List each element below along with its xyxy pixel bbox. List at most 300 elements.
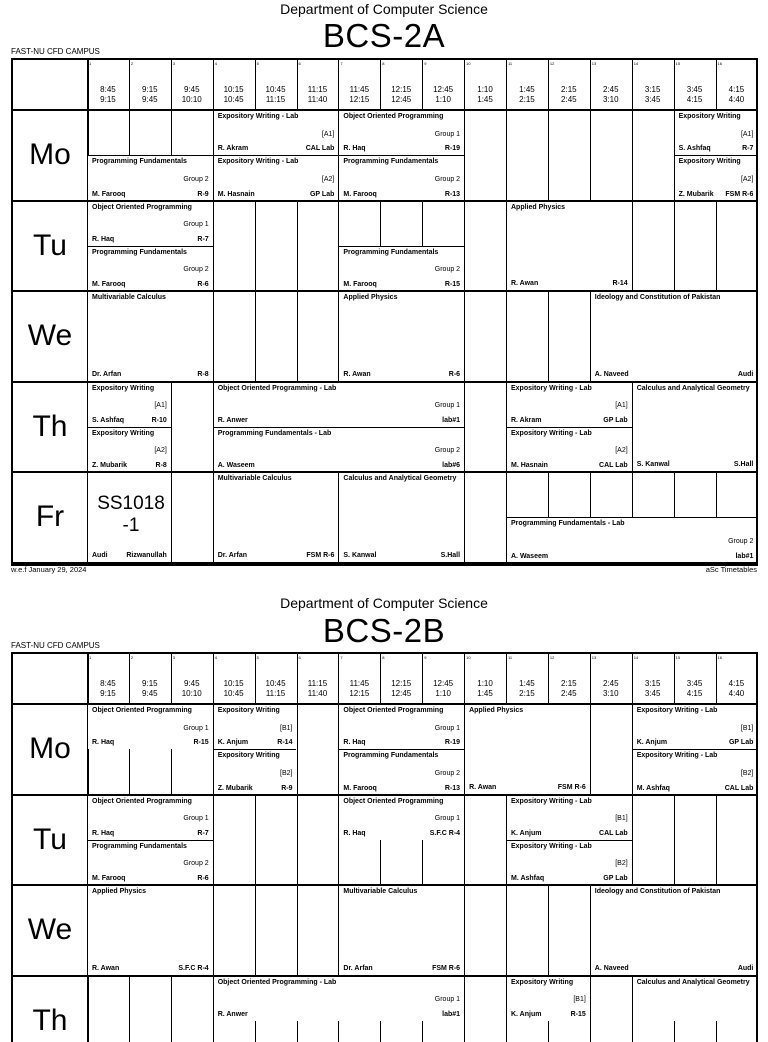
session-teacher: R. Haq <box>92 829 115 837</box>
session-room: Audi <box>737 964 754 972</box>
period-end: 4:15 <box>686 95 703 104</box>
session-group: Group 2 <box>434 175 461 183</box>
period-number: 13 <box>591 61 597 66</box>
session-teacher: R. Haq <box>92 235 115 243</box>
session-cell[interactable] <box>214 977 464 1021</box>
period-end: 11:40 <box>307 689 328 698</box>
period-header <box>255 654 297 704</box>
session-group: Group 2 <box>434 447 461 455</box>
period-start: 8:45 <box>100 85 116 94</box>
session-cell[interactable] <box>507 517 757 561</box>
session-teacher: Dr. Arfan <box>92 370 122 378</box>
session-teacher: A. Waseem <box>217 462 255 469</box>
period-number: 4 <box>214 61 217 66</box>
session-subject: Programming Fundamentals <box>343 248 439 256</box>
day-label: Mo <box>29 732 71 766</box>
period-end: 10:10 <box>181 95 202 104</box>
period-number: 16 <box>717 61 722 66</box>
session-teacher: R. Awan <box>343 370 371 378</box>
session-room: R-7 <box>742 145 754 153</box>
period-end: 4:40 <box>728 95 745 104</box>
session-teacher: A. Waseem <box>511 552 549 560</box>
session-subject: Applied Physics <box>343 294 398 301</box>
session-cell[interactable] <box>633 749 758 793</box>
period-header <box>674 654 716 704</box>
session-cell[interactable] <box>214 383 464 427</box>
session-teacher: R. Haq <box>92 739 115 747</box>
day-label: Th <box>32 1003 68 1037</box>
period-number: 14 <box>633 655 639 660</box>
session-group: [B2] <box>615 860 628 868</box>
session-teacher: K. Anjum <box>511 829 542 837</box>
period-number: 6 <box>298 655 301 660</box>
session-teacher: S. Kanwal <box>343 551 377 559</box>
period-end: 1:10 <box>435 95 451 104</box>
period-end: 4:15 <box>686 689 703 698</box>
period-start: 12:15 <box>391 85 412 94</box>
period-start: 9:15 <box>142 85 158 94</box>
period-start: 2:45 <box>602 85 619 94</box>
session-subject: Expository Writing <box>678 158 741 166</box>
period-header <box>213 654 255 704</box>
session-subject: Object Oriented Programming <box>92 203 192 211</box>
session-teacher: Z. Mubarik <box>92 462 128 469</box>
period-start: 1:10 <box>477 679 493 688</box>
period-header <box>171 60 213 110</box>
period-number: 16 <box>717 655 722 660</box>
session-group: [B2] <box>280 769 293 777</box>
period-start: 10:15 <box>223 85 244 94</box>
session-subject: Expository Writing - Lab <box>511 797 592 805</box>
session-teacher: K. Anjum <box>217 739 249 747</box>
session-teacher: S. Ashfaq <box>92 416 125 424</box>
period-number: 4 <box>214 655 217 660</box>
period-header <box>464 60 506 110</box>
department-title: Department of Computer Science <box>280 1 488 17</box>
period-header <box>422 60 464 110</box>
session-teacher: R. Anwer <box>217 1010 248 1018</box>
session-cell[interactable] <box>507 840 632 884</box>
period-header <box>87 60 129 110</box>
session-cell[interactable] <box>675 111 758 155</box>
session-teacher: K. Anjum <box>636 739 668 747</box>
session-room: R-10 <box>151 416 167 424</box>
period-end: 3:45 <box>644 689 661 698</box>
campus-label: FAST-NU CFD CAMPUS <box>11 641 100 650</box>
period-header <box>171 654 213 704</box>
session-cell[interactable] <box>507 383 632 427</box>
session-subject: Expository Writing - Lab <box>636 752 718 760</box>
session-cell[interactable] <box>214 749 297 793</box>
session-group: Group 2 <box>728 537 754 545</box>
period-header <box>297 60 339 110</box>
day-label: Tu <box>33 228 67 262</box>
session-subject: Programming Fundamentals <box>92 842 187 850</box>
session-subject: Programming Fundamentals - Lab <box>511 520 625 528</box>
period-start: 11:15 <box>307 85 328 94</box>
session-cell[interactable] <box>214 111 339 155</box>
session-subject: Programming Fundamentals <box>92 248 187 256</box>
session-subject: Multivariable Calculus <box>343 888 418 895</box>
session-teacher: K. Anjum <box>511 1010 542 1018</box>
day-label: Mo <box>29 138 71 172</box>
period-number: 8 <box>382 61 385 66</box>
generator-credit: aSc Timetables <box>705 565 757 574</box>
session-room: lab#1 <box>735 552 754 560</box>
session-room: R-14 <box>612 280 628 287</box>
session-group: [A1] <box>321 130 335 138</box>
period-header <box>255 60 297 110</box>
session-room: CAL Lab <box>305 145 335 153</box>
class-title: BCS-2A <box>322 17 446 54</box>
session-teacher: S. Ashfaq <box>678 145 711 153</box>
session-teacher: M. Farooq <box>343 281 377 288</box>
session-teacher: Dr. Arfan <box>217 551 247 559</box>
session-cell[interactable] <box>214 473 339 562</box>
session-subject: Applied Physics <box>469 707 524 714</box>
grid-line <box>548 60 549 566</box>
session-teacher: Audi <box>92 551 108 559</box>
period-header <box>506 60 548 110</box>
period-end: 12:15 <box>349 95 370 104</box>
period-end: 9:45 <box>142 689 158 698</box>
session-cell[interactable] <box>339 796 464 840</box>
session-room: S.F.C R-4 <box>429 829 461 837</box>
session-subject: Ideology and Constitution of Pakistan <box>594 888 721 895</box>
session-subject: Calculus and Analytical Geometry <box>636 978 750 986</box>
period-end: 9:15 <box>100 689 116 698</box>
session-cell[interactable] <box>507 796 632 840</box>
period-end: 2:45 <box>561 689 577 698</box>
period-number: 1 <box>89 655 92 660</box>
session-cell[interactable] <box>88 473 171 562</box>
period-number: 5 <box>256 61 259 66</box>
session-cell[interactable] <box>88 840 213 884</box>
session-cell[interactable] <box>339 246 464 290</box>
session-cell[interactable] <box>88 796 213 840</box>
period-start: 3:45 <box>686 85 703 94</box>
period-end: 11:40 <box>307 95 328 104</box>
session-group: [A1] <box>154 402 167 410</box>
session-cell[interactable] <box>507 202 632 291</box>
session-teacher: R. Akram <box>511 416 542 424</box>
session-subject: Expository Writing <box>217 752 280 760</box>
period-end: 2:15 <box>519 689 535 698</box>
period-number: 9 <box>424 61 427 66</box>
period-header <box>548 654 590 704</box>
session-cell[interactable] <box>88 886 213 975</box>
grid-line <box>506 60 507 566</box>
period-header <box>590 60 632 110</box>
session-group: Group 1 <box>183 815 209 823</box>
period-start: 10:45 <box>265 679 286 688</box>
period-start: 3:15 <box>644 679 661 688</box>
session-teacher: M. Farooq <box>343 784 377 792</box>
session-subject: Applied Physics <box>92 888 147 895</box>
period-start: 11:45 <box>349 85 370 94</box>
class-title: BCS-2B <box>322 612 446 649</box>
timetable-grid <box>11 652 758 1042</box>
session-teacher: M. Hasnain <box>511 462 548 469</box>
session-group: Group 2 <box>183 860 209 868</box>
session-cell[interactable] <box>465 705 590 794</box>
session-room: R-6 <box>448 370 461 378</box>
session-subject: Calculus and Analytical Geometry <box>636 384 750 392</box>
period-start: 12:15 <box>391 679 412 688</box>
session-subject: Expository Writing - Lab <box>511 429 592 437</box>
session-cell[interactable] <box>214 705 297 749</box>
session-subject: Programming Fundamentals <box>92 158 187 166</box>
effective-date: w.e.f January 29, 2024 <box>11 565 87 574</box>
session-teacher: R. Akram <box>217 145 249 153</box>
period-number: 1 <box>89 61 92 66</box>
session-cell[interactable] <box>633 977 758 1021</box>
period-end: 12:45 <box>391 95 412 104</box>
session-cell[interactable] <box>88 705 213 749</box>
period-number: 11 <box>508 61 513 66</box>
session-teacher: Z. Mubarik <box>217 784 253 792</box>
session-group: Group 1 <box>434 815 461 823</box>
session-cell[interactable] <box>591 292 758 381</box>
session-teacher: R. Haq <box>343 739 366 747</box>
period-header <box>674 60 716 110</box>
session-room: lab#1 <box>442 1010 461 1018</box>
period-start: 1:10 <box>477 85 493 94</box>
period-number: 9 <box>424 655 427 660</box>
grid-line <box>13 562 758 564</box>
session-group: [B2] <box>740 769 754 777</box>
session-room: R-15 <box>193 739 209 747</box>
session-subject: Expository Writing - Lab <box>636 707 718 714</box>
period-start: 4:15 <box>728 679 745 688</box>
period-start: 3:45 <box>686 679 703 688</box>
period-end: 10:45 <box>223 689 244 698</box>
session-cell[interactable] <box>214 155 339 199</box>
period-start: 1:45 <box>519 679 535 688</box>
session-cell[interactable] <box>214 427 464 471</box>
session-room: Rizwanullah <box>126 551 167 559</box>
session-room: GP Lab <box>603 875 628 882</box>
session-teacher: R. Anwer <box>217 416 248 424</box>
period-number: 15 <box>675 655 681 660</box>
session-cell[interactable] <box>633 383 758 472</box>
period-end: 2:15 <box>519 95 535 104</box>
session-subject: Object Oriented Programming <box>343 113 444 120</box>
period-header <box>716 60 758 110</box>
session-cell[interactable] <box>339 886 464 975</box>
session-subject: Applied Physics <box>511 203 566 211</box>
session-teacher: R. Awan <box>511 280 539 287</box>
session-cell[interactable] <box>88 292 213 381</box>
session-group: [B1] <box>615 815 628 823</box>
period-header <box>380 654 422 704</box>
session-room: lab#1 <box>442 416 461 424</box>
period-number: 12 <box>549 61 555 66</box>
session-room: R-19 <box>444 145 461 153</box>
session-cell[interactable] <box>339 155 464 199</box>
period-number: 12 <box>549 655 555 660</box>
session-teacher: M. Ashfaq <box>511 875 545 882</box>
period-header <box>716 654 758 704</box>
period-header <box>297 654 339 704</box>
session-group: Group 1 <box>434 724 461 732</box>
session-subject: Expository Writing <box>217 707 280 714</box>
period-number: 13 <box>591 655 597 660</box>
period-header <box>590 654 632 704</box>
session-group: [A2] <box>615 447 628 455</box>
period-end: 1:10 <box>435 689 451 698</box>
period-end: 4:40 <box>728 689 745 698</box>
session-teacher: M. Ashfaq <box>636 784 670 792</box>
period-end: 12:45 <box>391 689 412 698</box>
period-header <box>506 654 548 704</box>
session-room: R-15 <box>570 1010 586 1018</box>
session-teacher: M. Farooq <box>343 190 377 198</box>
period-end: 11:15 <box>265 95 286 104</box>
period-header <box>632 654 674 704</box>
session-group: Group 2 <box>183 175 209 183</box>
session-room: R-8 <box>197 370 209 378</box>
period-start: 12:45 <box>433 85 454 94</box>
session-room: R-14 <box>277 739 293 747</box>
session-room: R-9 <box>281 784 293 792</box>
session-subject: Object Oriented Programming <box>92 707 192 714</box>
session-cell[interactable] <box>339 111 464 155</box>
period-start: 9:45 <box>183 85 200 94</box>
day-label: We <box>27 319 73 353</box>
session-subject: Object Oriented Programming <box>343 797 444 805</box>
session-group: Group 1 <box>183 724 209 732</box>
session-subject: Calculus and Analytical Geometry <box>343 475 457 482</box>
session-room: CAL Lab <box>599 829 628 837</box>
grid-line <box>464 60 465 566</box>
period-number: 5 <box>256 655 259 660</box>
period-number: 2 <box>130 61 134 66</box>
period-number: 7 <box>340 655 343 660</box>
grid-line <box>757 654 758 1042</box>
session-group: Group 2 <box>183 266 209 274</box>
session-cell[interactable] <box>339 292 464 381</box>
campus-label: FAST-NU CFD CAMPUS <box>11 47 100 56</box>
session-room: R-7 <box>197 829 209 837</box>
session-group: [A2] <box>740 175 754 183</box>
period-start: 3:15 <box>644 85 661 94</box>
session-room: FSM R-6 <box>557 783 586 791</box>
period-number: 14 <box>633 61 639 66</box>
period-end: 3:10 <box>602 689 619 698</box>
period-number: 10 <box>466 61 471 66</box>
period-header <box>464 654 506 704</box>
session-group: [A1] <box>615 402 628 410</box>
session-subject: Programming Fundamentals <box>343 158 439 166</box>
session-room: FSM R-6 <box>725 190 754 198</box>
session-cell[interactable] <box>339 705 464 749</box>
session-cell[interactable] <box>88 383 171 427</box>
period-number: 3 <box>172 61 176 66</box>
period-end: 1:45 <box>477 689 493 698</box>
session-cell[interactable] <box>339 749 464 793</box>
period-end: 10:10 <box>181 689 202 698</box>
session-subject: Programming Fundamentals - Lab <box>217 429 332 437</box>
session-subject: Multivariable Calculus <box>92 294 166 301</box>
session-room: GP Lab <box>309 190 335 198</box>
session-group: Group 1 <box>183 221 209 229</box>
session-teacher: S. Kanwal <box>636 461 670 468</box>
session-teacher: R. Awan <box>92 964 120 972</box>
period-end: 10:45 <box>223 95 244 104</box>
period-header <box>129 654 171 704</box>
period-end: 11:15 <box>265 689 286 698</box>
session-cell[interactable] <box>591 886 758 975</box>
session-room: R-6 <box>197 875 209 882</box>
period-start: 10:15 <box>223 679 244 688</box>
session-subject: Expository Writing - Lab <box>217 113 299 120</box>
period-start: 11:15 <box>307 679 328 688</box>
period-start: 12:45 <box>433 679 454 688</box>
session-group: Group 1 <box>434 402 461 410</box>
session-room: S.F.C R-4 <box>178 964 209 972</box>
session-cell[interactable] <box>88 155 213 199</box>
period-number: 3 <box>172 655 176 660</box>
session-room: R-7 <box>197 235 209 243</box>
period-header <box>338 60 380 110</box>
period-number: 8 <box>382 655 385 660</box>
period-end: 3:45 <box>644 95 661 104</box>
period-header <box>338 654 380 704</box>
session-subject: Expository Writing - Lab <box>511 842 592 850</box>
session-group: [B1] <box>280 724 293 732</box>
period-header <box>422 654 464 704</box>
period-start: 9:45 <box>183 679 200 688</box>
session-group: [A1] <box>740 130 754 138</box>
session-cell[interactable] <box>339 473 464 562</box>
period-start: 10:45 <box>265 85 286 94</box>
session-room: R-8 <box>155 462 167 469</box>
period-header <box>380 60 422 110</box>
period-start: 2:45 <box>602 679 619 688</box>
session-cell[interactable] <box>633 705 758 749</box>
session-teacher: M. Farooq <box>92 190 126 198</box>
session-cell[interactable] <box>88 202 213 246</box>
session-group: Group 1 <box>434 996 461 1004</box>
session-subject: Programming Fundamentals <box>343 752 439 760</box>
session-group: [B1] <box>740 724 754 732</box>
session-cell[interactable] <box>88 246 213 290</box>
session-cell[interactable] <box>507 427 632 471</box>
session-room: S.Hall <box>733 461 754 468</box>
period-start: 4:15 <box>728 85 745 94</box>
session-cell[interactable] <box>675 155 758 199</box>
session-group: Group 1 <box>434 130 461 138</box>
session-subject: Expository Writing <box>511 978 574 986</box>
period-header <box>129 60 171 110</box>
period-start: 9:15 <box>142 679 158 688</box>
session-cell[interactable] <box>507 977 590 1021</box>
day-label: Th <box>32 409 68 443</box>
session-room: Audi <box>737 370 754 378</box>
session-subject: Multivariable Calculus <box>217 475 292 482</box>
period-number: 6 <box>298 61 301 66</box>
period-header <box>213 60 255 110</box>
session-subject: Object Oriented Programming <box>343 707 444 714</box>
session-teacher: M. Hasnain <box>217 190 255 198</box>
period-start: 2:15 <box>561 679 577 688</box>
session-subject: Expository Writing <box>92 384 155 392</box>
period-end: 1:45 <box>477 95 493 104</box>
session-cell[interactable] <box>88 427 171 471</box>
session-room: GP Lab <box>603 416 628 424</box>
session-room: R-15 <box>444 281 461 288</box>
